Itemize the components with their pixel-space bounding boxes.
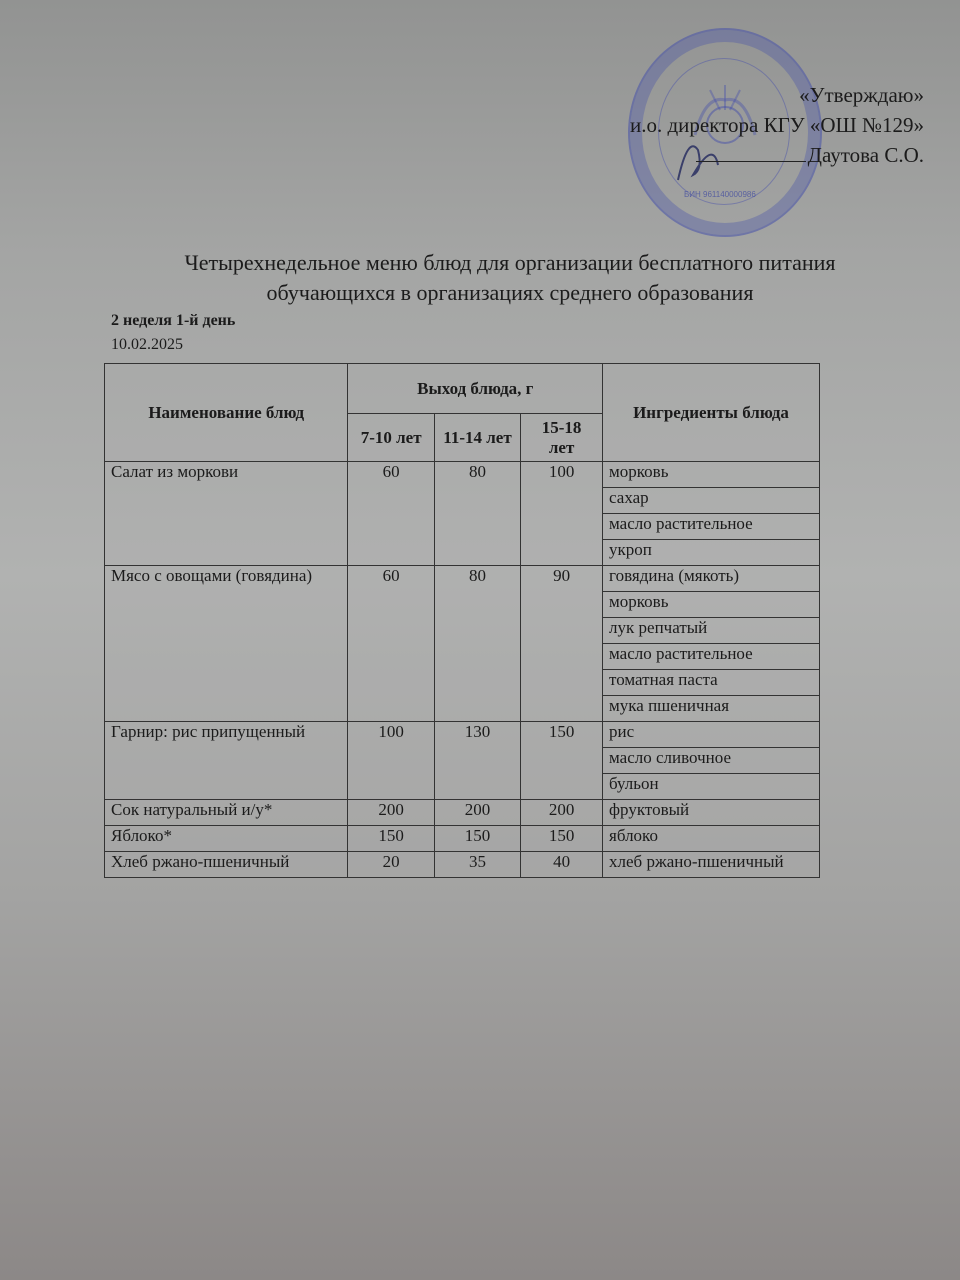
- title-line-1: Четырехнедельное меню блюд для организации бесплатного питания: [184, 250, 836, 275]
- ingredient: морковь: [603, 462, 820, 488]
- ingredient: лук репчатый: [603, 618, 820, 644]
- yield-7-10: 20: [348, 852, 434, 878]
- yield-7-10: 150: [348, 826, 434, 852]
- table-row: [105, 852, 820, 878]
- ingredient: говядина (мякоть): [603, 566, 820, 592]
- table-row: [105, 462, 820, 488]
- yield-7-10: 60: [348, 462, 434, 566]
- dish-name: Салат из моркови: [105, 462, 348, 566]
- yield-11-14: 80: [434, 566, 520, 722]
- ingredient: масло растительное: [603, 514, 820, 540]
- ingredient: укроп: [603, 540, 820, 566]
- yield-15-18: 150: [521, 722, 603, 800]
- yield-11-14: 150: [434, 826, 520, 852]
- dish-name: Сок натуральный и/у*: [105, 800, 348, 826]
- ingredient: фруктовый: [603, 800, 820, 826]
- approval-signer: Даутова С.О.: [630, 140, 924, 170]
- ingredient: томатная паста: [603, 670, 820, 696]
- menu-table: [104, 363, 820, 878]
- yield-7-10: 100: [348, 722, 434, 800]
- ingredient: бульон: [603, 774, 820, 800]
- header-age-11-14: 11-14 лет: [434, 414, 520, 462]
- menu-date: 10.02.2025: [111, 336, 183, 353]
- yield-15-18: 90: [521, 566, 603, 722]
- approval-title: «Утверждаю»: [799, 83, 924, 107]
- header-dish: Наименование блюд: [105, 364, 348, 462]
- header-age-7-10: 7-10 лет: [348, 414, 434, 462]
- dish-name: Мясо с овощами (говядина): [105, 566, 348, 722]
- yield-7-10: 200: [348, 800, 434, 826]
- stamp-bin: БИН 961140000986: [684, 190, 756, 199]
- yield-15-18: 150: [521, 826, 603, 852]
- title-line-2: обучающихся в организациях среднего образования: [266, 280, 754, 305]
- header-age-15-18: 15-18 лет: [521, 414, 603, 462]
- ingredient: масло сливочное: [603, 748, 820, 774]
- dish-name: Гарнир: рис припущенный: [105, 722, 348, 800]
- ingredient: масло растительное: [603, 644, 820, 670]
- ingredient: морковь: [603, 592, 820, 618]
- yield-15-18: 200: [521, 800, 603, 826]
- header-ingredients: Ингредиенты блюда: [603, 364, 820, 462]
- header-output: Выход блюда, г: [348, 364, 603, 414]
- table-row: [105, 722, 820, 748]
- table-row: [105, 800, 820, 826]
- yield-11-14: 200: [434, 800, 520, 826]
- ingredient: сахар: [603, 488, 820, 514]
- table-row: [105, 826, 820, 852]
- dish-name: Яблоко*: [105, 826, 348, 852]
- yield-11-14: 80: [434, 462, 520, 566]
- document-title: [100, 248, 920, 308]
- signature-line: [696, 143, 806, 162]
- dish-name: Хлеб ржано-пшеничный: [105, 852, 348, 878]
- yield-15-18: 40: [521, 852, 603, 878]
- ingredient: яблоко: [603, 826, 820, 852]
- yield-11-14: 130: [434, 722, 520, 800]
- yield-7-10: 60: [348, 566, 434, 722]
- yield-15-18: 100: [521, 462, 603, 566]
- week-day-label: 2 неделя 1-й день: [111, 312, 236, 329]
- table-row: [105, 566, 820, 592]
- yield-11-14: 35: [434, 852, 520, 878]
- ingredient: хлеб ржано-пшеничный: [603, 852, 820, 878]
- ingredient: мука пшеничная: [603, 696, 820, 722]
- ingredient: рис: [603, 722, 820, 748]
- approval-block: [630, 80, 924, 170]
- approval-position: и.о. директора КГУ «ОШ №129»: [629, 113, 924, 137]
